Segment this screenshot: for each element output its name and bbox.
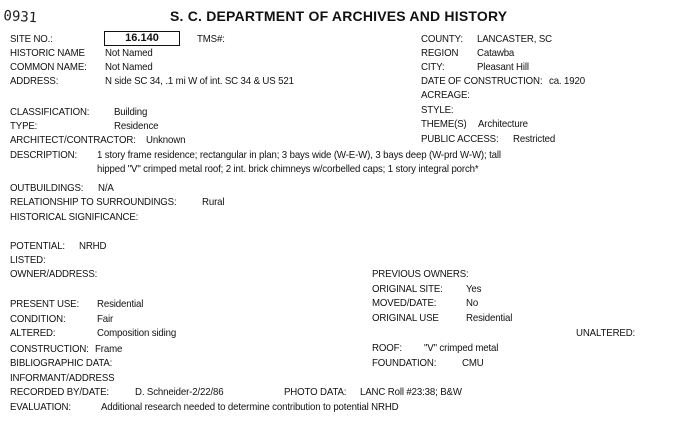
foundation-label: FOUNDATION: bbox=[372, 357, 437, 369]
potential-value: NRHD bbox=[79, 240, 107, 252]
classification-value: Building bbox=[114, 106, 148, 118]
architect-label: ARCHITECT/CONTRACTOR: bbox=[10, 134, 136, 146]
description-line-1: 1 story frame residence; rectangular in plan; 3 bays wide (W-E-W), 3 bays deep (W-prd W-W); tall bbox=[97, 149, 501, 161]
historic-name-value: Not Named bbox=[105, 47, 153, 59]
site-no-value: 16.140 bbox=[104, 31, 180, 46]
previous-owners-label: PREVIOUS OWNERS: bbox=[372, 268, 469, 280]
county-value: LANCASTER, SC bbox=[477, 33, 552, 45]
photo-data-label: PHOTO DATA: bbox=[284, 386, 347, 398]
description-label: DESCRIPTION: bbox=[10, 149, 78, 161]
relationship-value: Rural bbox=[202, 196, 225, 208]
region-label: REGION bbox=[421, 47, 459, 59]
evaluation-label: EVALUATION: bbox=[10, 401, 71, 413]
informant-label: INFORMANT/ADDRESS bbox=[10, 372, 115, 384]
moved-date-value: No bbox=[466, 297, 479, 309]
address-value: N side SC 34, .1 mi W of int. SC 34 & US 521 bbox=[105, 75, 294, 87]
recorded-by-value: D. Schneider-2/22/86 bbox=[135, 386, 224, 398]
type-value: Residence bbox=[114, 120, 159, 132]
architect-value: Unknown bbox=[146, 134, 186, 146]
potential-label: POTENTIAL: bbox=[10, 240, 65, 252]
present-use-value: Residential bbox=[97, 298, 144, 310]
historic-name-label: HISTORIC NAME bbox=[10, 47, 85, 59]
roof-value: "V" crimped metal bbox=[424, 342, 499, 354]
classification-label: CLASSIFICATION: bbox=[10, 106, 90, 118]
outbuildings-value: N/A bbox=[98, 182, 114, 194]
original-site-label: ORIGINAL SITE: bbox=[372, 283, 443, 295]
original-use-value: Residential bbox=[466, 312, 513, 324]
city-label: CITY: bbox=[421, 61, 445, 73]
outbuildings-label: OUTBUILDINGS: bbox=[10, 182, 84, 194]
unaltered-label: UNALTERED: bbox=[576, 327, 636, 339]
relationship-label: RELATIONSHIP TO SURROUNDINGS: bbox=[10, 196, 177, 208]
construction-label: CONSTRUCTION: bbox=[10, 343, 89, 355]
moved-date-label: MOVED/DATE: bbox=[372, 297, 437, 309]
construction-value: Frame bbox=[95, 343, 123, 355]
common-name-value: Not Named bbox=[105, 61, 153, 73]
themes-value: Architecture bbox=[478, 118, 528, 130]
bibliographic-label: BIBLIOGRAPHIC DATA: bbox=[10, 357, 113, 369]
condition-label: CONDITION: bbox=[10, 313, 66, 325]
public-access-value: Restricted bbox=[513, 133, 556, 145]
address-label: ADDRESS: bbox=[10, 75, 59, 87]
site-no-label: SITE NO.: bbox=[10, 33, 53, 45]
date-of-construction-label: DATE OF CONSTRUCTION: bbox=[421, 75, 543, 87]
city-value: Pleasant Hill bbox=[477, 61, 529, 73]
description-line-2: hipped "V" crimped metal roof; 2 int. brick chimneys w/corbelled caps; 1 story integral porch* bbox=[97, 163, 479, 175]
acreage-label: ACREAGE: bbox=[421, 89, 470, 101]
public-access-label: PUBLIC ACCESS: bbox=[421, 133, 499, 145]
region-value: Catawba bbox=[477, 47, 515, 59]
evaluation-value: Additional research needed to determine contribution to potential NRHD bbox=[101, 401, 399, 413]
style-label: STYLE: bbox=[421, 104, 454, 116]
county-label: COUNTY: bbox=[421, 33, 463, 45]
roof-label: ROOF: bbox=[372, 342, 402, 354]
present-use-label: PRESENT USE: bbox=[10, 298, 80, 310]
owner-address-label: OWNER/ADDRESS: bbox=[10, 268, 98, 280]
condition-value: Fair bbox=[97, 313, 114, 325]
altered-label: ALTERED: bbox=[10, 327, 56, 339]
original-use-label: ORIGINAL USE bbox=[372, 312, 439, 324]
common-name-label: COMMON NAME: bbox=[10, 61, 87, 73]
date-of-construction-value: ca. 1920 bbox=[549, 75, 585, 87]
foundation-value: CMU bbox=[462, 357, 484, 369]
recorded-by-label: RECORDED BY/DATE: bbox=[10, 386, 109, 398]
type-label: TYPE: bbox=[10, 120, 38, 132]
page-title: S. C. DEPARTMENT OF ARCHIVES AND HISTORY bbox=[170, 8, 508, 24]
historical-significance-label: HISTORICAL SIGNIFICANCE: bbox=[10, 211, 139, 223]
original-site-value: Yes bbox=[466, 283, 482, 295]
handwritten-card-number: 0931 bbox=[2, 8, 38, 27]
listed-label: LISTED: bbox=[10, 254, 46, 266]
photo-data-value: LANC Roll #23:38; B&W bbox=[360, 386, 462, 398]
altered-value: Composition siding bbox=[97, 327, 177, 339]
themes-label: THEME(S) bbox=[421, 118, 467, 130]
tms-label: TMS#: bbox=[197, 33, 225, 45]
